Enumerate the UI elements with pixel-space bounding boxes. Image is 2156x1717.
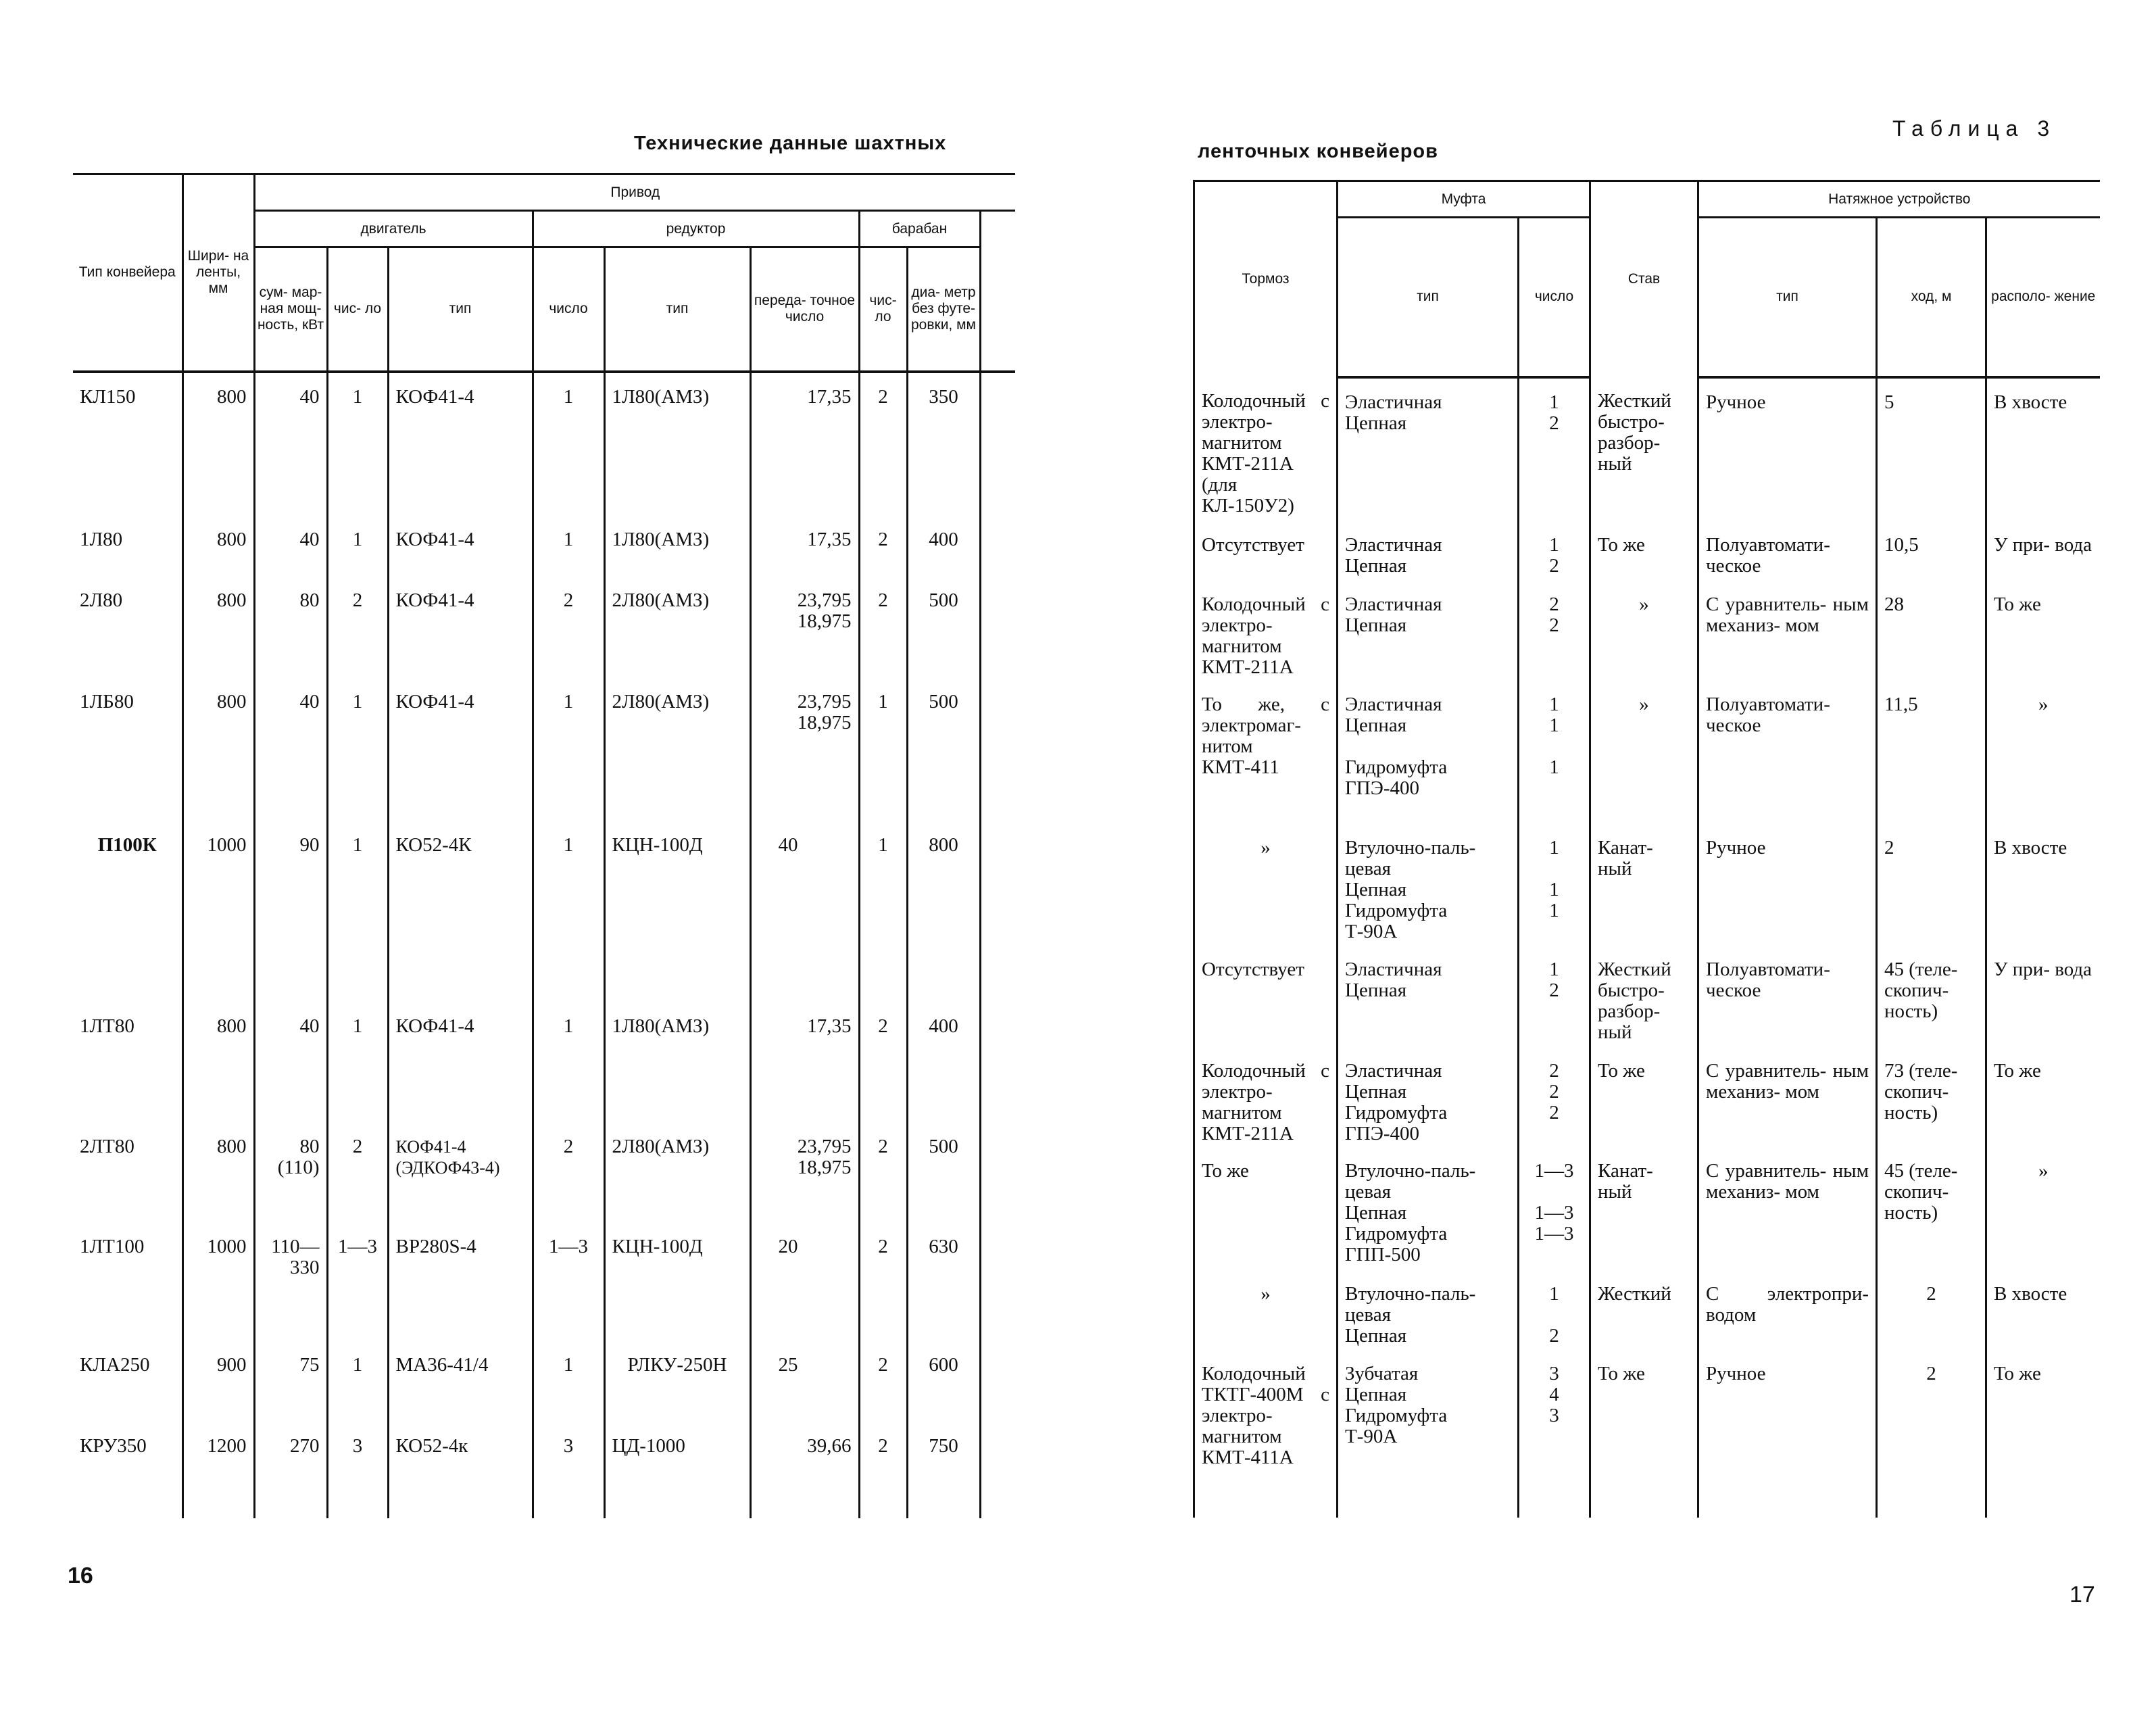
empty-cell (980, 577, 1015, 678)
conveyor-type: 1ЛТ100 (80, 1235, 145, 1257)
coupling-count: 1 2 (1519, 946, 1590, 1047)
tensioner-type: Ручное (1698, 1350, 1877, 1518)
reducer-count: 2 (533, 1123, 604, 1223)
tensioner-stroke: 11,5 (1877, 681, 1986, 824)
header-reducer: редуктор (533, 211, 859, 247)
drum-diameter: 600 (907, 1341, 980, 1422)
engine-count: 1 (327, 372, 388, 516)
tensioner-type: С уравнитель- ным механиз- мом (1698, 1147, 1877, 1270)
engine-power: 75 (254, 1341, 327, 1422)
coupling-type: Эластичная Цепная (1338, 521, 1519, 581)
engine-power: 40 (254, 678, 327, 821)
tensioner-location: То же (1986, 581, 2100, 681)
header-drum: барабан (859, 211, 980, 247)
header-reducer-count: число (533, 247, 604, 372)
tensioner-type: Полуавтомати- ческое (1698, 946, 1877, 1047)
engine-count: 3 (327, 1422, 388, 1518)
header-drive: Привод (254, 174, 1015, 211)
belt-width: 800 (182, 1002, 254, 1123)
drum-diameter: 630 (907, 1223, 980, 1341)
engine-count: 1 (327, 516, 388, 577)
coupling-type: Эластичная Цепная (1338, 377, 1519, 521)
header-reducer-type: тип (604, 247, 750, 372)
drum-diameter: 500 (907, 1123, 980, 1223)
engine-type: КОФ41-4 (ЭДКОФ43-4) (388, 1123, 533, 1223)
engine-count: 1—3 (327, 1223, 388, 1341)
coupling-count: 1 1 1 (1519, 824, 1590, 946)
table-row (73, 1341, 1015, 1422)
engine-type: КОФ41-4 (388, 1002, 533, 1123)
frame: » (1590, 581, 1698, 681)
empty-cell (980, 821, 1015, 1002)
header-tensioner: Натяжное устройство (1698, 181, 2100, 218)
coupling-count: 2 2 (1519, 581, 1590, 681)
engine-power: 40 (254, 1002, 327, 1123)
drum-diameter: 750 (907, 1422, 980, 1518)
table-label: Таблица 3 (1892, 116, 2057, 141)
frame: Жесткий быстро- разбор- ный (1590, 377, 1698, 521)
coupling-count: 1 2 (1519, 377, 1590, 521)
coupling-type: Эластичная Цепная (1338, 946, 1519, 1047)
drum-diameter: 500 (907, 678, 980, 821)
belt-width: 900 (182, 1341, 254, 1422)
engine-power: 40 (254, 516, 327, 577)
tensioner-stroke: 45 (теле- скопич- ность) (1877, 1147, 1986, 1270)
tensioner-stroke: 2 (1877, 824, 1986, 946)
drum-count: 2 (859, 1422, 907, 1518)
drum-diameter: 350 (907, 372, 980, 516)
tensioner-type: Полуавтомати- ческое (1698, 521, 1877, 581)
table-row (1194, 1350, 2100, 1518)
reducer-ratio: 39,66 (750, 1422, 859, 1518)
reducer-type: 1Л80(АМЗ) (604, 1002, 750, 1123)
header-blank-2 (980, 247, 1015, 372)
table-row (73, 1422, 1015, 1518)
brake: То же, с электромаг- нитом КМТ-411 (1194, 681, 1338, 824)
coupling-type: Зубчатая Цепная Гидромуфта Т-90А (1338, 1350, 1519, 1518)
header-reducer-ratio: переда- точное число (750, 247, 859, 372)
reducer-count: 1 (533, 1341, 604, 1422)
tensioner-type: Ручное (1698, 824, 1877, 946)
conveyor-type: КЛ150 (80, 385, 136, 408)
tensioner-stroke: 5 (1877, 377, 1986, 521)
tensioner-stroke: 45 (теле- скопич- ность) (1877, 946, 1986, 1047)
coupling-type: Втулочно-паль- цевая Цепная Гидромуфта Т-90А (1338, 824, 1519, 946)
engine-power: 40 (254, 372, 327, 516)
belt-width: 1200 (182, 1422, 254, 1518)
frame: То же (1590, 1047, 1698, 1147)
brake: Колодочный ТКТГ-400М с электро- магнитом КМТ-411А (1194, 1350, 1338, 1518)
engine-power: 110— 330 (254, 1223, 327, 1341)
header-engine-count: чис- ло (327, 247, 388, 372)
drum-count: 2 (859, 1123, 907, 1223)
header-type: Тип конвейера (73, 174, 182, 372)
engine-count: 1 (327, 821, 388, 1002)
drum-count: 1 (859, 678, 907, 821)
brake: Отсутствует (1194, 521, 1338, 581)
reducer-ratio: 20 (750, 1223, 859, 1341)
header-tensioner-type: тип (1698, 218, 1877, 377)
coupling-count: 3 4 3 (1519, 1350, 1590, 1518)
tensioner-stroke: 10,5 (1877, 521, 1986, 581)
header-drum-count: чис- ло (859, 247, 907, 372)
conveyor-type: КЛА250 (80, 1353, 150, 1376)
reducer-type: КЦН-100Д (604, 1223, 750, 1341)
drum-count: 2 (859, 1341, 907, 1422)
drum-count: 2 (859, 516, 907, 577)
tensioner-type: С уравнитель- ным механиз- мом (1698, 1047, 1877, 1147)
empty-cell (980, 1123, 1015, 1223)
tensioner-type: С электропри- водом (1698, 1270, 1877, 1350)
drum-diameter: 800 (907, 821, 980, 1002)
reducer-type: ЦД-1000 (604, 1422, 750, 1518)
coupling-count: 2 2 2 (1519, 1047, 1590, 1147)
engine-type: КО52-4к (388, 1422, 533, 1518)
left-table-header (73, 174, 1015, 372)
frame: То же (1590, 1350, 1698, 1518)
table-row (1194, 1147, 2100, 1270)
frame: » (1590, 681, 1698, 824)
brake: » (1194, 1270, 1338, 1350)
engine-count: 1 (327, 1002, 388, 1123)
belt-width: 800 (182, 577, 254, 678)
reducer-ratio: 23,795 18,975 (750, 577, 859, 678)
tensioner-stroke: 73 (теле- скопич- ность) (1877, 1047, 1986, 1147)
drum-count: 1 (859, 821, 907, 1002)
belt-width: 800 (182, 678, 254, 821)
header-coupling: Муфта (1338, 181, 1590, 218)
table-row (1194, 1047, 2100, 1147)
conveyor-type: 1ЛТ80 (80, 1015, 134, 1037)
table-row (1194, 946, 2100, 1047)
header-engine-power: сум- мар- ная мощ- ность, кВт (254, 247, 327, 372)
empty-cell (980, 1002, 1015, 1123)
brake: Колодочный с электро- магнитом КМТ-211А (для КЛ-150У2) (1194, 377, 1338, 521)
coupling-type: Эластичная Цепная (1338, 581, 1519, 681)
tensioner-location: » (1986, 1147, 2100, 1270)
brake: Отсутствует (1194, 946, 1338, 1047)
empty-cell (980, 678, 1015, 821)
engine-power: 80 (110) (254, 1123, 327, 1223)
header-engine: двигатель (254, 211, 533, 247)
reducer-ratio: 40 (750, 821, 859, 1002)
belt-width: 1000 (182, 821, 254, 1002)
tensioner-location: У при- вода (1986, 521, 2100, 581)
engine-power: 270 (254, 1422, 327, 1518)
empty-cell (980, 372, 1015, 516)
conveyor-type: КРУ350 (80, 1434, 147, 1457)
coupling-count: 1 1 1 (1519, 681, 1590, 824)
empty-cell (980, 1341, 1015, 1422)
left-table-body (73, 372, 1015, 1518)
engine-type: КОФ41-4 (388, 372, 533, 516)
coupling-count: 1 2 (1519, 1270, 1590, 1350)
frame: То же (1590, 521, 1698, 581)
reducer-type: РЛКУ-250Н (604, 1341, 750, 1422)
tensioner-location: В хвосте (1986, 824, 2100, 946)
belt-width: 800 (182, 372, 254, 516)
left-page-title: Технические данные шахтных (634, 132, 947, 154)
engine-type: КОФ41-4 (388, 678, 533, 821)
tensioner-location: У при- вода (1986, 946, 2100, 1047)
drum-count: 2 (859, 1223, 907, 1341)
right-table-body (1194, 377, 2100, 1518)
frame: Канат- ный (1590, 824, 1698, 946)
belt-width: 1000 (182, 1223, 254, 1341)
coupling-type: Втулочно-паль- цевая Цепная Гидромуфта ГПП-500 (1338, 1147, 1519, 1270)
reducer-ratio: 23,795 18,975 (750, 1123, 859, 1223)
drum-count: 2 (859, 372, 907, 516)
drum-diameter: 400 (907, 516, 980, 577)
reducer-type: 2Л80(АМЗ) (604, 1123, 750, 1223)
tensioner-location: » (1986, 681, 2100, 824)
header-blank (980, 211, 1015, 247)
right-table-header (1194, 181, 2100, 377)
table-row (1194, 681, 2100, 824)
header-engine-type: тип (388, 247, 533, 372)
belt-width: 800 (182, 516, 254, 577)
table-row (1194, 377, 2100, 521)
reducer-count: 1 (533, 516, 604, 577)
tensioner-type: Ручное (1698, 377, 1877, 521)
conveyor-type: 1ЛБ80 (80, 690, 134, 712)
right-data-table (1193, 180, 2100, 1518)
table-row (1194, 581, 2100, 681)
engine-count: 1 (327, 678, 388, 821)
tensioner-stroke: 28 (1877, 581, 1986, 681)
right-page-number: 17 (2069, 1582, 2095, 1607)
reducer-ratio: 23,795 18,975 (750, 678, 859, 821)
coupling-count: 1—3 1—3 1—3 (1519, 1147, 1590, 1270)
conveyor-type: 2Л80 (80, 589, 123, 611)
reducer-type: 1Л80(АМЗ) (604, 516, 750, 577)
table-row (73, 577, 1015, 678)
engine-power: 80 (254, 577, 327, 678)
frame: Канат- ный (1590, 1147, 1698, 1270)
brake: Колодочный с электро- магнитом КМТ-211А (1194, 581, 1338, 681)
engine-count: 2 (327, 577, 388, 678)
reducer-count: 1 (533, 678, 604, 821)
table-row (73, 821, 1015, 1002)
reducer-ratio: 25 (750, 1341, 859, 1422)
engine-count: 2 (327, 1123, 388, 1223)
reducer-count: 1 (533, 372, 604, 516)
engine-type: ВР280S-4 (388, 1223, 533, 1341)
empty-cell (980, 516, 1015, 577)
table-row (73, 1223, 1015, 1341)
header-coupling-count: число (1519, 218, 1590, 377)
coupling-type: Втулочно-паль- цевая Цепная (1338, 1270, 1519, 1350)
reducer-count: 3 (533, 1422, 604, 1518)
header-frame: Став (1590, 181, 1698, 377)
tensioner-type: С уравнитель- ным механиз- мом (1698, 581, 1877, 681)
conveyor-type: 2ЛТ80 (80, 1135, 134, 1157)
tensioner-stroke: 2 (1877, 1270, 1986, 1350)
table-row (73, 516, 1015, 577)
table-row (1194, 824, 2100, 946)
engine-type: КО52-4К (388, 821, 533, 1002)
belt-width: 800 (182, 1123, 254, 1223)
engine-type: КОФ41-4 (388, 577, 533, 678)
drum-diameter: 400 (907, 1002, 980, 1123)
conveyor-type: 1Л80 (80, 528, 123, 550)
engine-power: 90 (254, 821, 327, 1002)
table-row (73, 1123, 1015, 1223)
brake: Колодочный с электро- магнитом КМТ-211А (1194, 1047, 1338, 1147)
reducer-type: КЦН-100Д (604, 821, 750, 1002)
coupling-count: 1 2 (1519, 521, 1590, 581)
frame: Жесткий (1590, 1270, 1698, 1350)
header-tensioner-stroke: ход, м (1877, 218, 1986, 377)
table-row (73, 372, 1015, 516)
tensioner-location: То же (1986, 1350, 2100, 1518)
empty-cell (980, 1223, 1015, 1341)
tensioner-location: В хвосте (1986, 1270, 2100, 1350)
table-row (1194, 1270, 2100, 1350)
table-row (73, 1002, 1015, 1123)
reducer-count: 1 (533, 821, 604, 1002)
reducer-type: 1Л80(АМЗ) (604, 372, 750, 516)
left-data-table (73, 173, 1015, 1518)
drum-count: 2 (859, 1002, 907, 1123)
right-page-title: ленточных конвейеров (1198, 141, 1438, 162)
tensioner-stroke: 2 (1877, 1350, 1986, 1518)
brake: » (1194, 824, 1338, 946)
table-row (73, 678, 1015, 821)
header-coupling-type: тип (1338, 218, 1519, 377)
reducer-ratio: 17,35 (750, 372, 859, 516)
coupling-type: Эластичная Цепная Гидромуфта ГПЭ-400 (1338, 681, 1519, 824)
tensioner-type: Полуавтомати- ческое (1698, 681, 1877, 824)
header-width: Шири- на ленты, мм (182, 174, 254, 372)
header-brake: Тормоз (1194, 181, 1338, 377)
engine-count: 1 (327, 1341, 388, 1422)
reducer-count: 1 (533, 1002, 604, 1123)
left-page-number: 16 (68, 1563, 93, 1589)
reducer-type: 2Л80(АМЗ) (604, 577, 750, 678)
empty-cell (980, 1422, 1015, 1518)
reducer-type: 2Л80(АМЗ) (604, 678, 750, 821)
frame: Жесткий быстро- разбор- ный (1590, 946, 1698, 1047)
engine-type: КОФ41-4 (388, 516, 533, 577)
drum-count: 2 (859, 577, 907, 678)
tensioner-location: В хвосте (1986, 377, 2100, 521)
reducer-ratio: 17,35 (750, 516, 859, 577)
table-row (1194, 521, 2100, 581)
conveyor-type: П100К (97, 833, 157, 856)
engine-type: МА36-41/4 (388, 1341, 533, 1422)
reducer-ratio: 17,35 (750, 1002, 859, 1123)
reducer-count: 2 (533, 577, 604, 678)
header-drum-diameter: диа- метр без футе- ровки, мм (907, 247, 980, 372)
coupling-type: Эластичная Цепная Гидромуфта ГПЭ-400 (1338, 1047, 1519, 1147)
brake: То же (1194, 1147, 1338, 1270)
reducer-count: 1—3 (533, 1223, 604, 1341)
drum-diameter: 500 (907, 577, 980, 678)
header-tensioner-location: располо- жение (1986, 218, 2100, 377)
tensioner-location: То же (1986, 1047, 2100, 1147)
